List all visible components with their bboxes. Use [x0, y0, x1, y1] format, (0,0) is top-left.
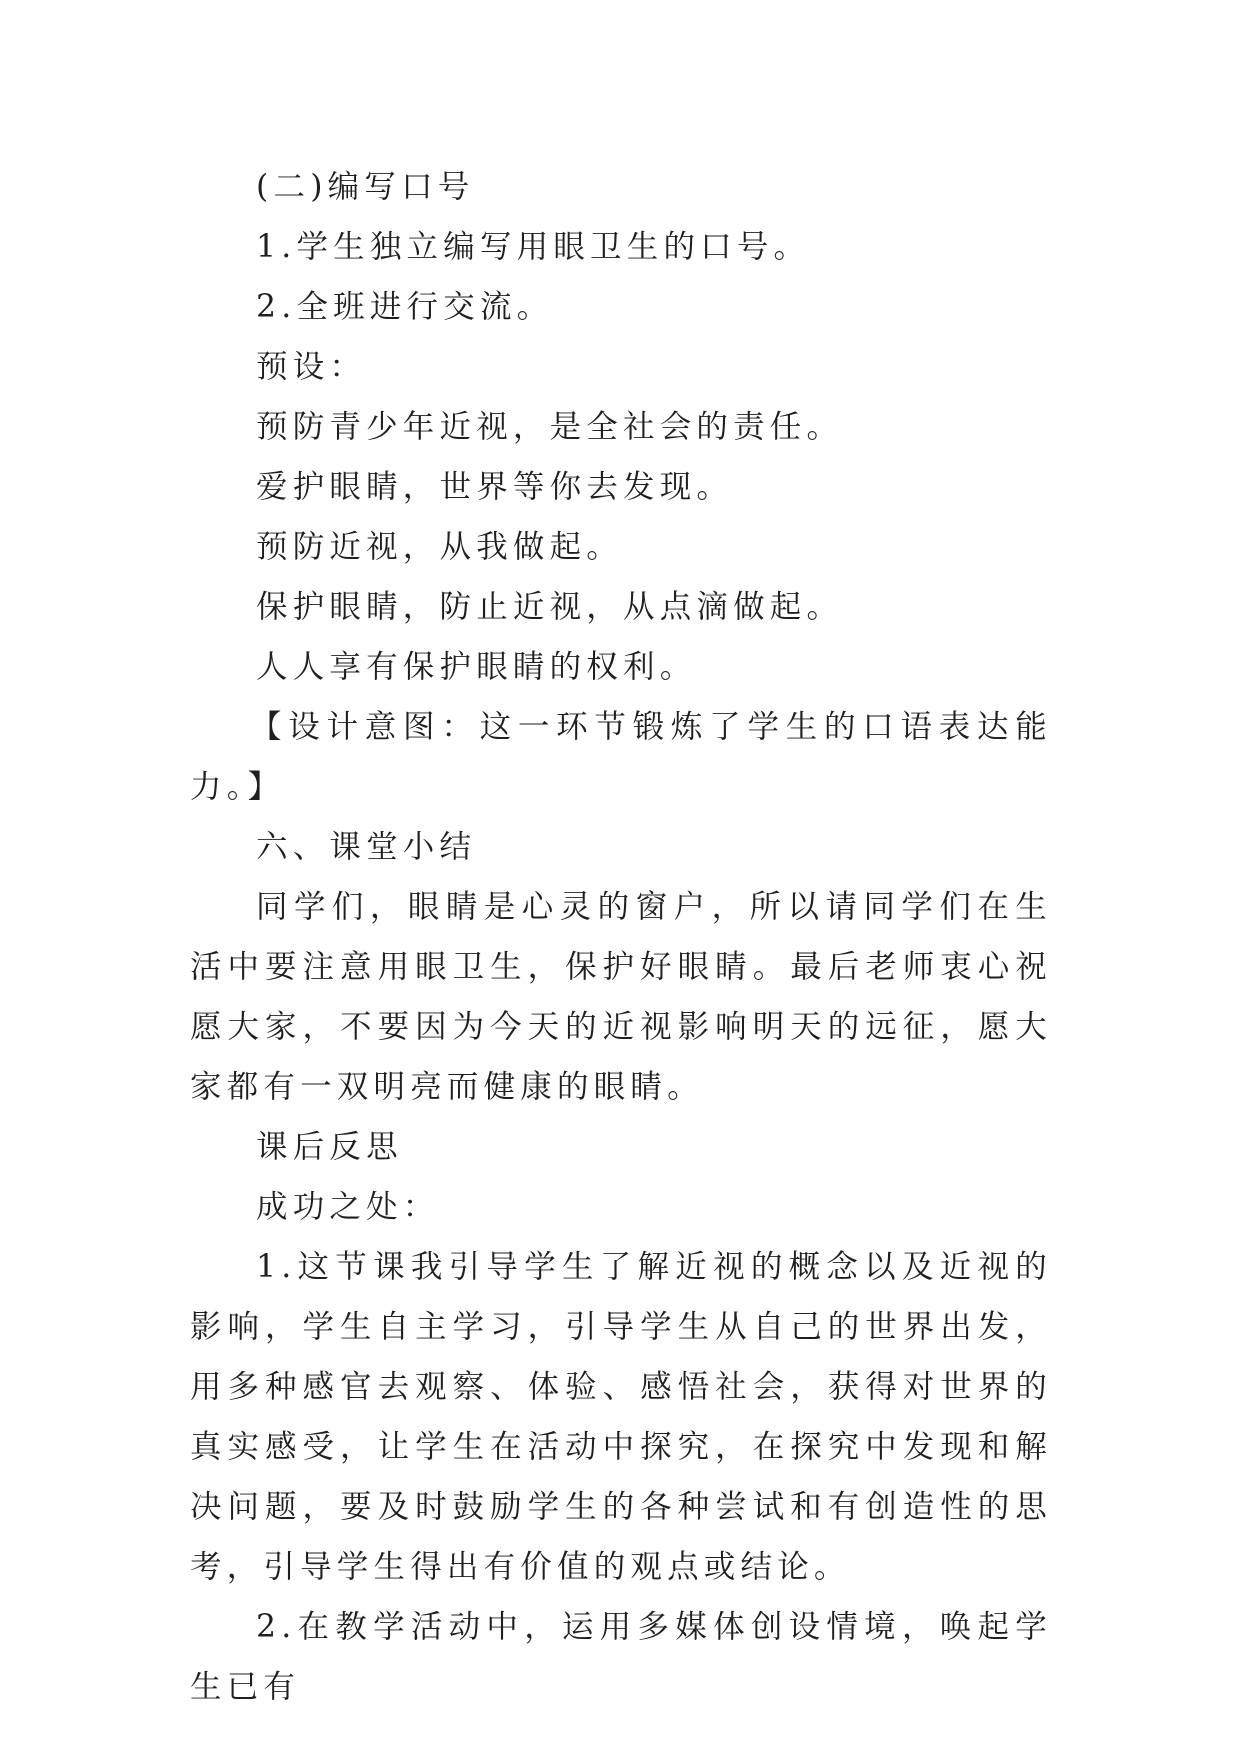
section-heading-slogans: (二)编写口号	[256, 169, 475, 205]
slogan-line: 人人享有保护眼睛的权利。	[256, 649, 697, 685]
slogan-line: 爱护眼睛，世界等你去发现。	[256, 469, 734, 505]
reflection-paragraph: 1.这节课我引导学生了解近视的概念以及近视的影响，学生自主学习，引导学生从自己的世界出发，用多种感官去观察、体验、感悟社会，获得对世界的真实感受，让学生在活动中探究，在探究中发现和解决问题，要及时鼓励学生的各种尝试和有创造性的思考，引导学生得出有价值的观点或结论。	[190, 1249, 1052, 1585]
list-item: 2.全班进行交流。	[256, 289, 554, 325]
reflection-paragraph: 2.在教学活动中，运用多媒体创设情境，唤起学生已有	[190, 1609, 1052, 1705]
list-item: 1.学生独立编写用眼卫生的口号。	[256, 229, 811, 265]
success-label: 成功之处：	[256, 1189, 440, 1225]
slogan-line: 预防青少年近视，是全社会的责任。	[256, 409, 844, 445]
document-body	[190, 157, 1052, 1717]
section-heading-summary: 六、课堂小结	[256, 829, 477, 865]
summary-paragraph: 同学们，眼睛是心灵的窗户，所以请同学们在生活中要注意用眼卫生，保护好眼睛。最后老师衷心祝愿大家，不要因为今天的近视影响明天的远征，愿大家都有一双明亮而健康的眼睛。	[190, 889, 1052, 1105]
section-heading-reflection: 课后反思	[256, 1129, 403, 1165]
preset-label: 预设：	[256, 349, 367, 385]
design-intent-note: 【设计意图：这一环节锻炼了学生的口语表达能力。】	[190, 709, 1052, 805]
slogan-line: 保护眼睛，防止近视，从点滴做起。	[256, 589, 844, 625]
slogan-line: 预防近视，从我做起。	[256, 529, 624, 565]
